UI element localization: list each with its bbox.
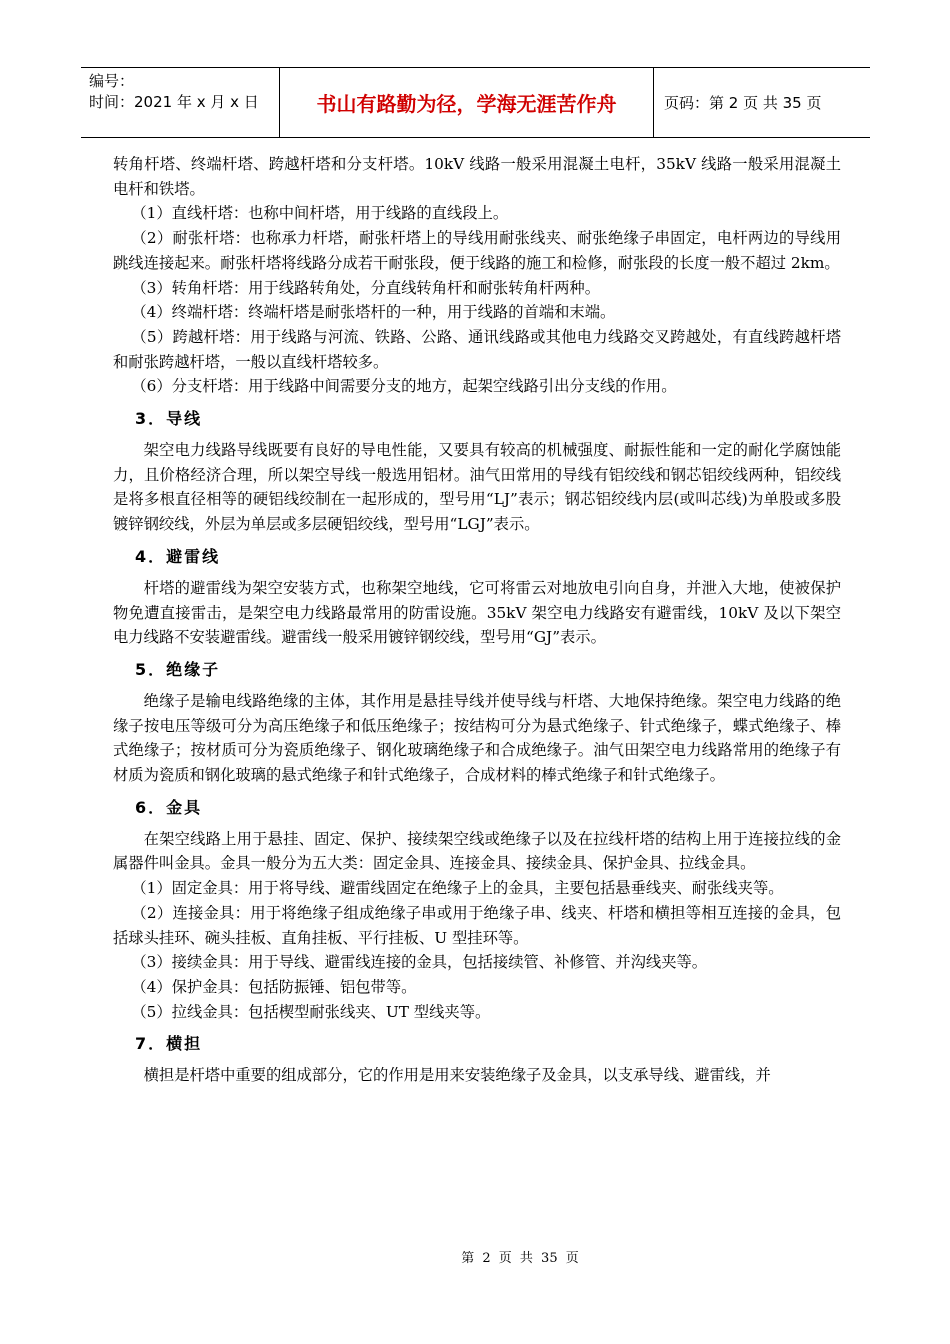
header-meta xyxy=(81,68,280,137)
paragraph: 转角杆塔、终端杆塔、跨越杆塔和分支杆塔。10kV 线路一般采用混凝土电杆，35kV 线路一般采用混凝土电杆和铁塔。 xyxy=(113,155,841,198)
section-heading: 7．横担 xyxy=(135,1034,203,1054)
paragraph: 杆塔的避雷线为架空安装方式，也称架空地线，它可将雷云对地放电引向自身，并泄入大地，使被保护物免遭直接雷击，是架空电力线路最常用的防雷设施。35kV 架空电力线路安有避雷线，10kV 及以下架空电力线路不安装避雷线。避雷线一般采用镀锌钢绞线，型号用“GJ”表示。 xyxy=(113,578,841,647)
section-heading: 5．绝缘子 xyxy=(135,659,221,679)
page-header xyxy=(81,67,870,138)
section-heading: 3．导线 xyxy=(135,409,203,429)
list-item: （4）终端杆塔：终端杆塔是耐张塔杆的一种，用于线路的首端和末端。 xyxy=(131,303,616,322)
list-item: （6）分支杆塔：用于线路中间需要分支的地方，起架空线路引出分支线的作用。 xyxy=(131,377,677,396)
header-page-label: 页码：第 2 页 共 35 页 xyxy=(664,94,822,112)
list-item: （2）连接金具：用于将绝缘子组成绝缘子串或用于绝缘子串、线夹、杆塔和横担等相互连接的金具，包括球头挂环、碗头挂板、直角挂板、平行挂板、U 型挂环等。 xyxy=(113,903,841,947)
section-heading: 4．避雷线 xyxy=(135,546,221,566)
list-item: （3）接续金具：用于导线、避雷线连接的金具，包括接续管、补修管、并沟线夹等。 xyxy=(131,953,708,972)
list-item: （5）拉线金具：包括楔型耐张线夹、UT 型线夹等。 xyxy=(131,1002,491,1021)
paragraph: 在架空线路上用于悬挂、固定、保护、接续架空线或绝缘子以及在拉线杆塔的结构上用于连接拉线的金属器件叫金具。金具一般分为五大类：固定金具、连接金具、接续金具、保护金具、拉线金具。 xyxy=(113,829,841,873)
document-body xyxy=(113,152,841,1088)
section-heading: 6．金具 xyxy=(135,797,203,817)
list-item: （5）跨越杆塔：用于线路与河流、铁路、公路、通讯线路或其他电力线路交叉跨越处，有直线跨越杆塔和耐张跨越杆塔，一般以直线杆塔较多。 xyxy=(113,327,841,371)
paragraph: 绝缘子是输电线路绝缘的主体，其作用是悬挂导线并使导线与杆塔、大地保持绝缘。架空电力线路的绝缘子按电压等级可分为高压绝缘子和低压绝缘子；按结构可分为悬式绝缘子、针式绝缘子，蝶式绝缘子、棒式绝缘子；按材质可分为瓷质绝缘子、钢化玻璃绝缘子和合成绝缘子。油气田架空电力线路常用的绝缘子有材质为瓷质和钢化玻璃的悬式绝缘子和针式绝缘子，合成材料的棒式绝缘子和针式绝缘子。 xyxy=(113,691,841,785)
list-item: （2）耐张杆塔：也称承力杆塔，耐张杆塔上的导线用耐张线夹、耐张绝缘子串固定，电杆两边的导线用跳线连接起来。耐张杆塔将线路分成若干耐张段，便于线路的施工和检修，耐张段的长度一般不超过 2km。 xyxy=(113,229,841,272)
paragraph: 架空电力线路导线既要有良好的导电性能，又要具有较高的机械强度、耐振性能和一定的耐化学腐蚀能力，且价格经济合理，所以架空导线一般选用铝材。油气田常用的导线有铝绞线和钢芯铝绞线两种，铝绞线是将多根直径相等的硬铝线绞制在一起形成的，型号用“LJ”表示；钢芯铝绞线内层(或叫芯线)为单股或多股镀锌钢绞线，外层为单层或多层硬铝绞线，型号用“LGJ”表示。 xyxy=(113,441,841,534)
list-item: （1）固定金具：用于将导线、避雷线固定在绝缘子上的金具，主要包括悬垂线夹、耐张线夹等。 xyxy=(131,879,784,898)
list-item: （1）直线杆塔：也称中间杆塔，用于线路的直线段上。 xyxy=(131,204,509,223)
document-number-label: 编号： xyxy=(89,72,135,90)
document-date-label: 时间：2021 年 x 月 x 日 xyxy=(89,93,259,111)
header-motto: 书山有路勤为径，学海无涯苦作舟 xyxy=(280,68,654,137)
list-item: （4）保护金具：包括防振锤、铝包带等。 xyxy=(131,977,417,996)
paragraph: 横担是杆塔中重要的组成部分，它的作用是用来安装绝缘子及金具，以支承导线、避雷线，并 xyxy=(143,1066,771,1085)
list-item: （3）转角杆塔：用于线路转角处，分直线转角杆和耐张转角杆两种。 xyxy=(131,278,600,297)
page-footer: 第 2 页 共 35 页 xyxy=(461,1251,579,1266)
